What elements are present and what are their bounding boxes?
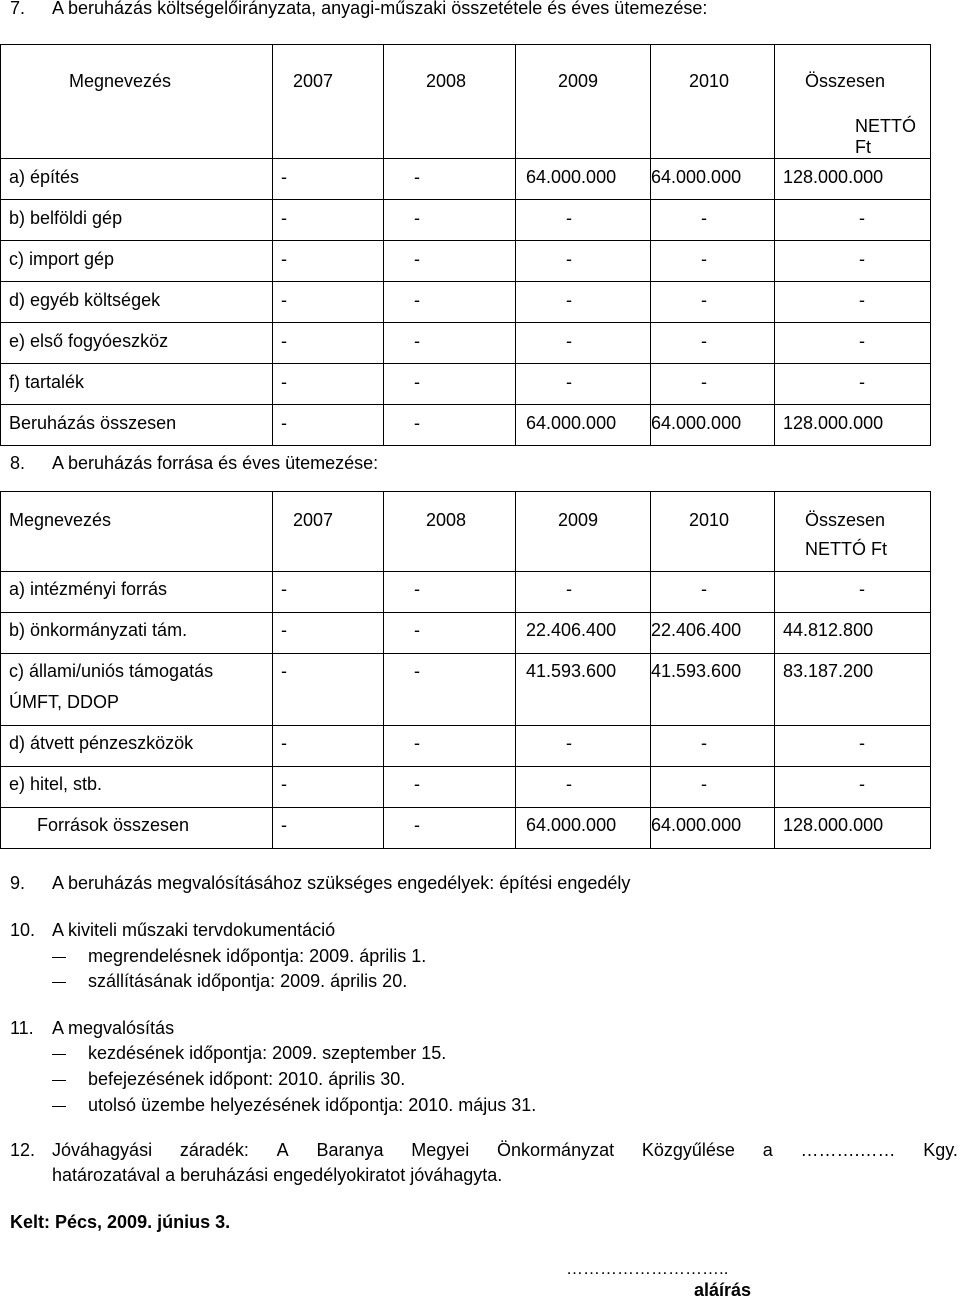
cell-value: -	[414, 331, 420, 351]
header-year: 2009	[558, 71, 599, 91]
cell-value: 41.593.600	[526, 661, 617, 681]
cell-value: -	[414, 774, 420, 794]
cell-value: -	[701, 372, 707, 392]
cell-value: -	[701, 774, 707, 794]
section11-item-text: kezdésének időpontja: 2009. szeptember 15.	[88, 1043, 447, 1063]
cell-value: -	[281, 290, 287, 310]
section12-word: Kgy.	[923, 1140, 958, 1160]
cell-value: 44.812.800	[783, 620, 874, 640]
dash-bullet-icon	[52, 1080, 66, 1081]
cell-value: -	[281, 815, 287, 835]
cell-value: -	[701, 733, 707, 753]
section11-title: A megvalósítás	[52, 1018, 175, 1038]
table-row	[1, 323, 931, 364]
cell-value: 41.593.600	[651, 661, 742, 681]
cell-value: -	[281, 372, 287, 392]
cell-value: -	[281, 249, 287, 269]
table-row	[1, 200, 931, 241]
cell-value: -	[281, 208, 287, 228]
table-row	[1, 159, 931, 200]
funding-table	[0, 491, 931, 849]
row-label: b) önkormányzati tám.	[9, 620, 188, 640]
section11-item	[52, 1069, 405, 1090]
cost-table	[0, 44, 931, 446]
header-name: Megnevezés	[69, 71, 172, 91]
cell-value: -	[414, 620, 420, 640]
cell-value: -	[414, 413, 420, 433]
header-unit: NETTÓ Ft	[855, 116, 916, 157]
section8-number: 8.	[10, 453, 26, 473]
cell-value: -	[281, 733, 287, 753]
header-year: 2007	[293, 71, 334, 91]
signature-line: ………………………..	[566, 1259, 729, 1278]
table-row	[1, 654, 931, 726]
header-year: 2008	[426, 71, 467, 91]
section12-line2: határozatával a beruházási engedélyokiratot jóváhagyta.	[52, 1165, 503, 1185]
funding-table-body	[1, 572, 931, 849]
cell-value: -	[281, 661, 287, 681]
section8-heading: A beruházás forrása és éves ütemezése:	[52, 453, 379, 473]
dash-bullet-icon	[52, 957, 66, 958]
row-label: c) import gép	[9, 249, 115, 269]
section12-word: A	[276, 1140, 289, 1160]
row-label: d) egyéb költségek	[9, 290, 161, 310]
row-label: d) átvett pénzeszközök	[9, 733, 194, 753]
cell-value: 64.000.000	[526, 167, 617, 187]
cell-value: 64.000.000	[526, 413, 617, 433]
cell-value: 83.187.200	[783, 661, 874, 681]
cell-value: -	[414, 733, 420, 753]
section12-word: Közgyűlése	[641, 1140, 735, 1160]
cell-value: -	[859, 331, 865, 351]
section12-word: a	[762, 1140, 773, 1160]
cell-value: -	[281, 579, 287, 599]
cell-value: -	[414, 372, 420, 392]
header-year: 2008	[426, 510, 467, 530]
header-year: 2010	[689, 510, 730, 530]
signature-label: aláírás	[694, 1280, 752, 1300]
section12-word: Jóváhagyási	[52, 1140, 153, 1160]
dash-bullet-icon	[52, 1054, 66, 1055]
table-row	[1, 613, 931, 654]
cell-value: -	[701, 331, 707, 351]
section12-word: Önkormányzat	[497, 1140, 615, 1160]
table-row	[1, 808, 931, 849]
cell-value: -	[701, 208, 707, 228]
row-label: a) intézményi forrás	[9, 579, 168, 599]
section12-line1	[52, 1140, 958, 1161]
row-label: f) tartalék	[9, 372, 85, 392]
cell-value: -	[281, 774, 287, 794]
section12-word: ……….……	[800, 1140, 896, 1160]
cell-value: -	[566, 249, 572, 269]
cell-value: -	[859, 372, 865, 392]
dash-bullet-icon	[52, 1106, 66, 1107]
cell-value: 128.000.000	[783, 413, 884, 433]
row-label: c) állami/uniós támogatás	[9, 661, 214, 681]
table-row	[1, 364, 931, 405]
row-label: Források összesen	[37, 815, 190, 835]
cell-value: -	[566, 733, 572, 753]
cell-value: -	[414, 579, 420, 599]
section12-word: Baranya	[316, 1140, 384, 1160]
cell-value: -	[566, 290, 572, 310]
cell-value: -	[414, 208, 420, 228]
cell-value: -	[859, 290, 865, 310]
cell-value: -	[859, 774, 865, 794]
cell-value: -	[566, 372, 572, 392]
cell-value: -	[701, 249, 707, 269]
cell-value: -	[566, 331, 572, 351]
section10-title: A kiviteli műszaki tervdokumentáció	[52, 920, 336, 940]
section7-number: 7.	[10, 0, 26, 18]
table-row	[1, 726, 931, 767]
cell-value: -	[859, 249, 865, 269]
funding-table-header	[1, 492, 931, 572]
cell-value: -	[701, 579, 707, 599]
section11-item	[52, 1043, 446, 1064]
table-row	[1, 572, 931, 613]
dash-bullet-icon	[52, 982, 66, 983]
section10-item-text: megrendelésnek időpontja: 2009. április 1.	[88, 946, 427, 966]
section10-number: 10.	[10, 920, 36, 940]
section10-item-text: szállításának időpontja: 2009. április 20.	[88, 971, 408, 991]
section11-item-text: utolsó üzembe helyezésének időpontja: 2010. május 31.	[88, 1095, 537, 1115]
cost-table-header	[1, 45, 931, 159]
date-place: Kelt: Pécs, 2009. június 3.	[10, 1212, 231, 1232]
row-label: e) hitel, stb.	[9, 774, 103, 794]
cell-value: 64.000.000	[651, 413, 742, 433]
cell-value: 64.000.000	[651, 815, 742, 835]
row-label: a) építés	[9, 167, 80, 187]
section12-word: záradék:	[179, 1140, 249, 1160]
cell-value: -	[281, 167, 287, 187]
cell-value: -	[859, 733, 865, 753]
table-row	[1, 241, 931, 282]
cell-value: -	[414, 167, 420, 187]
table-row	[1, 767, 931, 808]
cell-value: -	[701, 290, 707, 310]
cell-value: -	[566, 208, 572, 228]
header-total: Összesen	[805, 510, 886, 530]
row-label: e) első fogyóeszköz	[9, 331, 169, 351]
cell-value: -	[414, 815, 420, 835]
row-label: b) belföldi gép	[9, 208, 123, 228]
cell-value: -	[566, 774, 572, 794]
cell-value: -	[281, 331, 287, 351]
cell-value: -	[414, 661, 420, 681]
header-unit: NETTÓ Ft	[805, 539, 887, 559]
cell-value: -	[281, 620, 287, 640]
cell-value: -	[281, 413, 287, 433]
cell-value: 128.000.000	[783, 167, 884, 187]
section9-text: A beruházás megvalósításához szükséges engedélyek: építési engedély	[52, 873, 631, 893]
header-total: Összesen	[805, 71, 886, 91]
header-year: 2010	[689, 71, 730, 91]
section11-item	[52, 1095, 536, 1116]
section7-heading: A beruházás költségelőirányzata, anyagi-műszaki összetétele és éves ütemezése:	[52, 0, 708, 18]
row-label-line2: ÚMFT, DDOP	[9, 692, 119, 712]
cell-value: -	[414, 249, 420, 269]
section9-number: 9.	[10, 873, 26, 893]
section12-word: Megyei	[411, 1140, 470, 1160]
table-row	[1, 405, 931, 446]
cell-value: -	[859, 208, 865, 228]
section11-number: 11.	[10, 1018, 34, 1038]
cell-value: 128.000.000	[783, 815, 884, 835]
row-label: Beruházás összesen	[9, 413, 177, 433]
table-row	[1, 282, 931, 323]
cell-value: 64.000.000	[526, 815, 617, 835]
cost-table-body	[1, 159, 931, 446]
cell-value: 64.000.000	[651, 167, 742, 187]
section11-item-text: befejezésének időpont: 2010. április 30.	[88, 1069, 406, 1089]
cell-value: -	[566, 579, 572, 599]
cell-value: 22.406.400	[526, 620, 617, 640]
cell-value: 22.406.400	[651, 620, 742, 640]
section10-item	[52, 971, 407, 992]
header-name: Megnevezés	[9, 510, 112, 530]
header-year: 2009	[558, 510, 599, 530]
section12-number: 12.	[10, 1140, 36, 1160]
header-year: 2007	[293, 510, 334, 530]
cell-value: -	[859, 579, 865, 599]
cell-value: -	[414, 290, 420, 310]
section10-item	[52, 946, 426, 967]
